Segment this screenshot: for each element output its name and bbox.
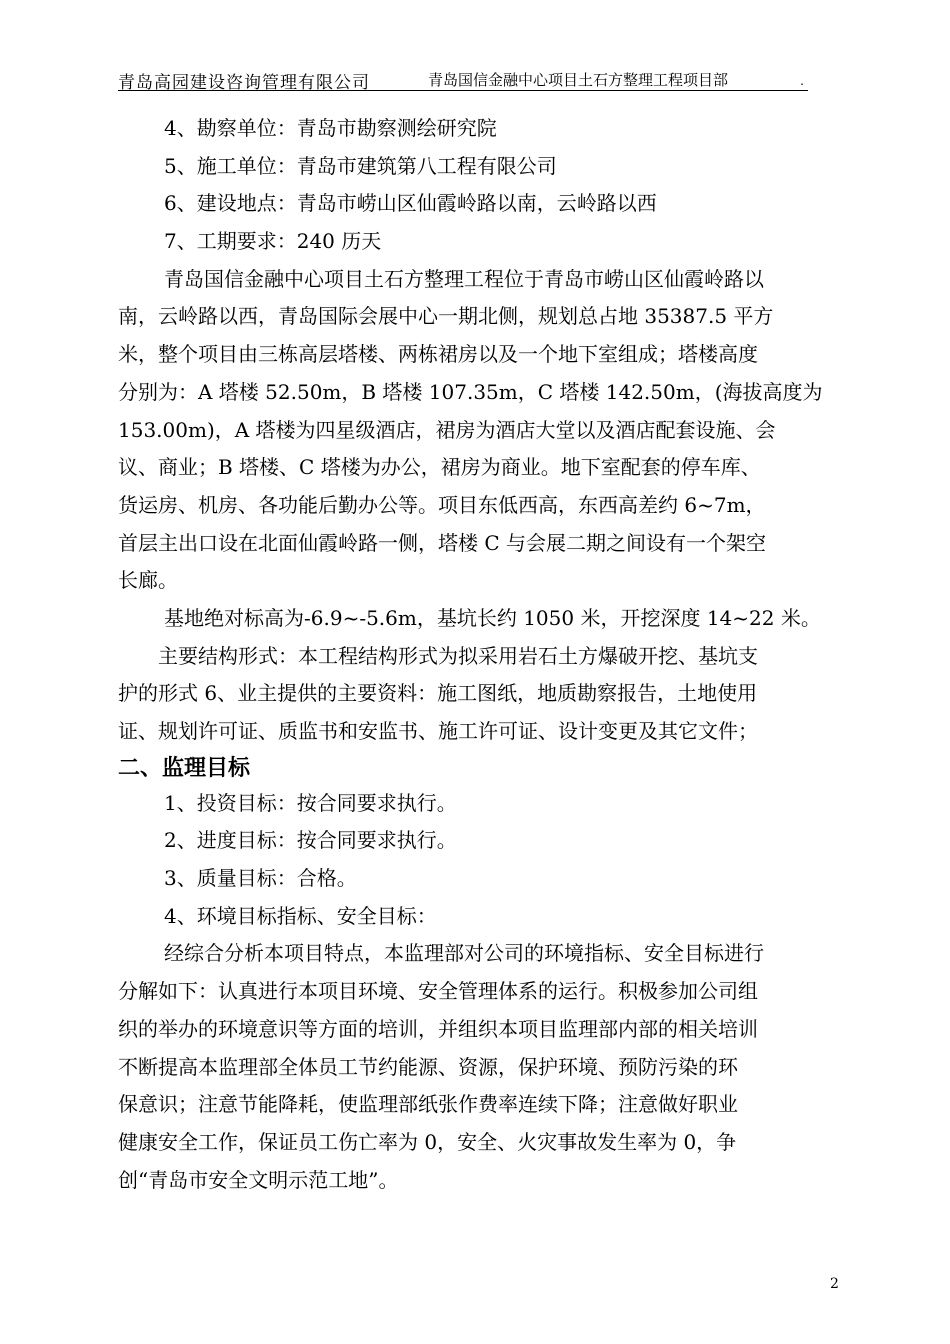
paragraph-line: 分别为：A 塔楼 52.50m，B 塔楼 107.35m，C 塔楼 142.50m，(海拔高度为 [118,379,823,404]
paragraph-line: 青岛国信金融中心项目土石方整理工程位于青岛市崂山区仙霞岭路以 [164,266,764,291]
paragraph-line: 基地绝对标高为-6.9~-5.6m，基坑长约 1050 米，开挖深度 14~22 米。 [164,605,821,630]
paragraph-line: 长廊。 [118,568,178,593]
list-item: 5、施工单位：青岛市建筑第八工程有限公司 [164,153,557,178]
paragraph-line: 护的形式 6、业主提供的主要资料：施工图纸，地质勘察报告，土地使用 [118,681,758,706]
section-heading: 二、监理目标 [118,755,251,781]
goal-item: 2、进度目标：按合同要求执行。 [164,828,457,853]
document-body [118,110,836,1199]
list-item: 7、工期要求：240 历天 [164,229,382,254]
goal-item: 3、质量目标：合格。 [164,866,357,891]
paragraph-line: 主要结构形式：本工程结构形式为拟采用岩石土方爆破开挖、基坑支 [158,643,758,668]
paragraph-line: 经综合分析本项目特点，本监理部对公司的环境指标、安全目标进行 [164,941,764,966]
goal-item: 4、环境目标指标、安全目标： [164,903,437,928]
header-project: 青岛国信金融中心项目土石方整理工程项目部 [428,71,729,89]
page-header [118,66,808,91]
paragraph-line: 证、规划许可证、质监书和安监书、施工许可证、设计变更及其它文件； [118,719,758,743]
paragraph-line: 织的举办的环境意识等方面的培训，并组织本项目监理部内部的相关培训 [118,1016,758,1041]
goal-item: 1、投资目标：按合同要求执行。 [164,790,457,815]
header-mark: . [800,74,804,88]
paragraph-line: 153.00m)，A 塔楼为四星级酒店，裙房为酒店大堂以及酒店配套设施、会 [118,417,776,442]
paragraph-line: 创“青岛市安全文明示范工地”。 [118,1167,399,1192]
paragraph-line: 货运房、机房、各功能后勤办公等。项目东低西高，东西高差约 6~7m， [118,492,766,517]
header-company: 青岛高园建设咨询管理有限公司 [118,73,370,93]
paragraph-line: 议、商业；B 塔楼、C 塔楼为办公，裙房为商业。地下室配套的停车库、 [118,455,761,480]
paragraph-line: 保意识；注意节能降耗，使监理部纸张作费率连续下降；注意做好职业 [118,1092,738,1117]
list-item: 6、建设地点：青岛市崂山区仙霞岭路以南，云岭路以西 [164,191,657,216]
paragraph-line: 米，整个项目由三栋高层塔楼、两栋裙房以及一个地下室组成；塔楼高度 [118,342,758,367]
paragraph-line: 健康安全工作，保证员工伤亡率为 0，安全、火灾事故发生率为 0，争 [118,1129,737,1154]
list-item: 4、勘察单位：青岛市勘察测绘研究院 [164,116,497,140]
paragraph-line: 首层主出口设在北面仙霞岭路一侧，塔楼 C 与会展二期之间设有一个架空 [118,530,767,555]
paragraph-line: 南，云岭路以西，青岛国际会展中心一期北侧，规划总占地 35387.5 平方 [118,304,774,329]
page-number: 2 [830,1276,839,1292]
paragraph-line: 不断提高本监理部全体员工节约能源、资源，保护环境、预防污染的环 [118,1054,738,1079]
paragraph-line: 分解如下：认真进行本项目环境、安全管理体系的运行。积极参加公司组 [118,979,758,1004]
